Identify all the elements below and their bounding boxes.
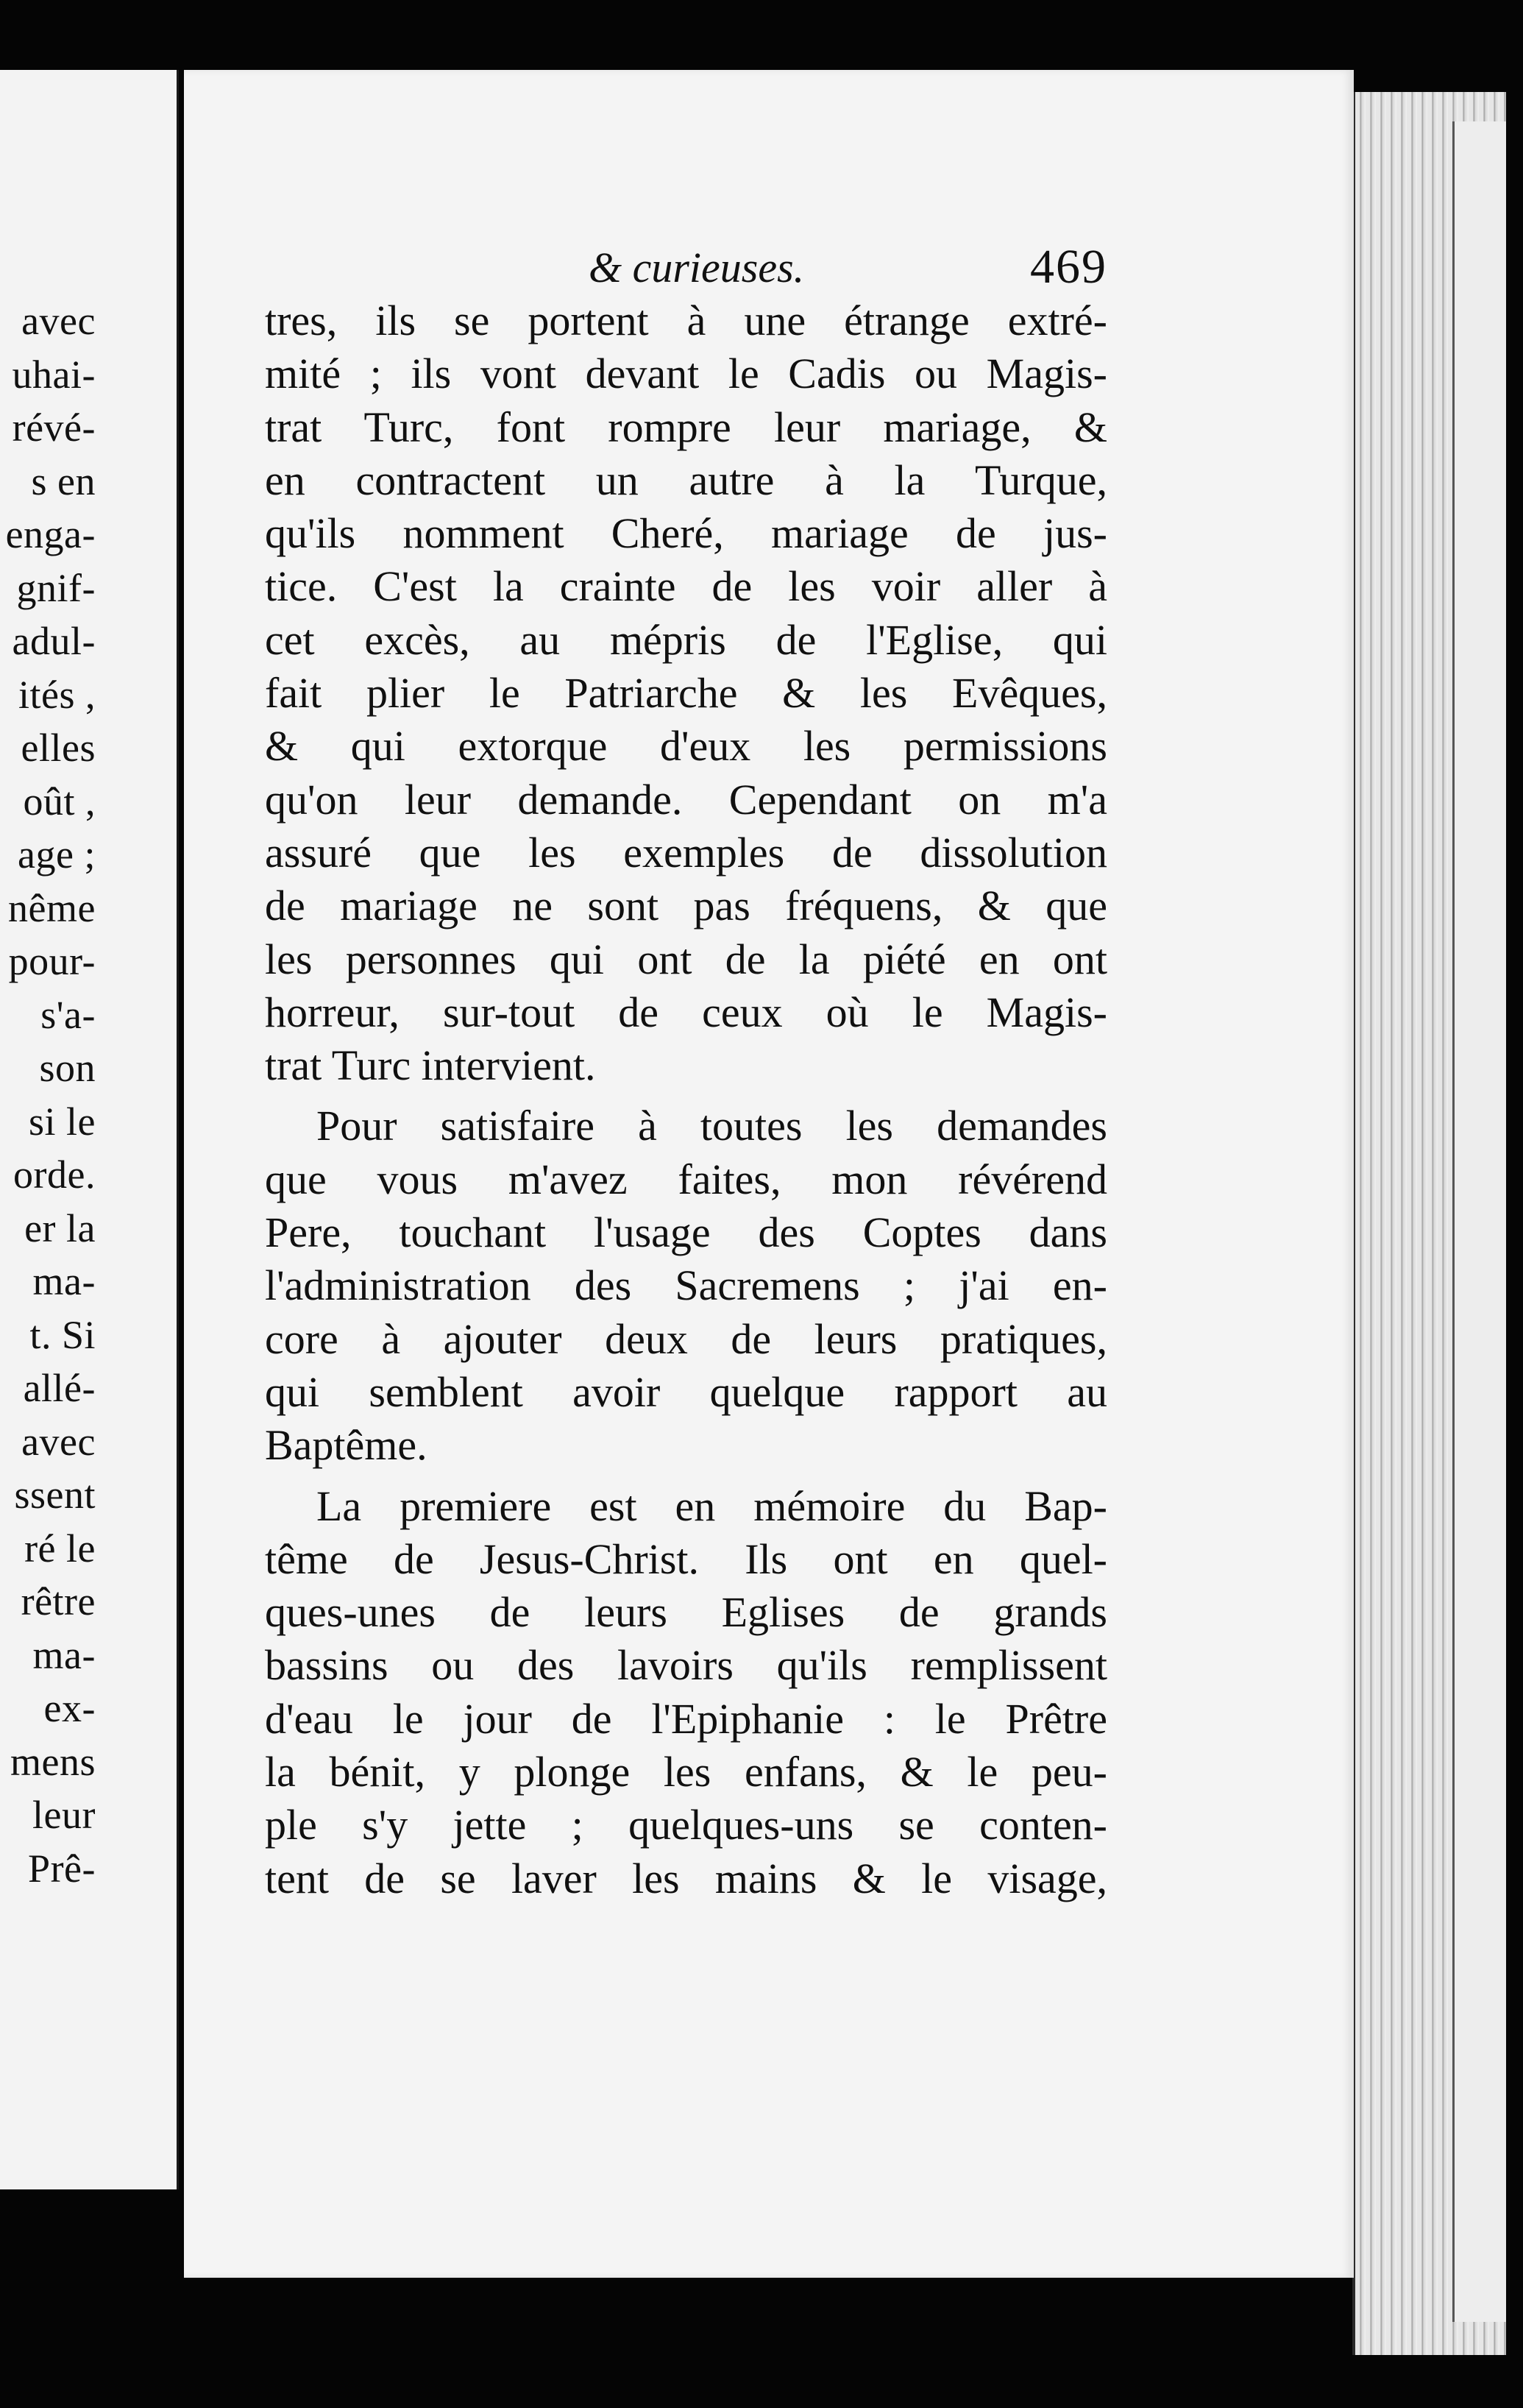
facing-line: elles <box>21 726 96 770</box>
text-line: Pere, touchant l'usage des Coptes dans <box>265 1208 1107 1257</box>
text-line: d'eau le jour de l'Epiphanie : le Prêtre <box>265 1694 1107 1743</box>
text-line: l'administration des Sacremens ; j'ai en- <box>265 1261 1107 1310</box>
page-number: 469 <box>1030 240 1107 294</box>
text-line: qu'on leur demande. Cependant on m'a <box>265 775 1107 824</box>
facing-page-fragment <box>0 70 179 2189</box>
facing-line: mens <box>10 1739 96 1784</box>
text-line: tent de se laver les mains & le visage, <box>265 1854 1107 1902</box>
facing-line: révé- <box>12 406 96 450</box>
facing-line: avec <box>21 299 96 343</box>
text-line: La premiere est en mémoire du Bap- <box>316 1481 1107 1530</box>
facing-line: son <box>39 1046 96 1090</box>
text-line: & qui extorque d'eux les permissions <box>265 722 1107 771</box>
facing-line: ssent <box>14 1473 96 1517</box>
facing-line: ités , <box>18 672 96 717</box>
text-line: ple s'y jette ; quelques-uns se conten- <box>265 1801 1107 1849</box>
text-line: les personnes qui ont de la piété en ont <box>265 935 1107 983</box>
facing-line: ma- <box>32 1259 96 1303</box>
facing-line: pour- <box>8 939 96 983</box>
text-line: tême de Jesus-Christ. Ils ont en quel- <box>265 1534 1107 1583</box>
page-edge-stack <box>1352 92 1506 2355</box>
facing-line: ma- <box>32 1632 96 1677</box>
text-line: trat Turc intervient. <box>265 1041 596 1090</box>
text-line: qui semblent avoir quelque rapport au <box>265 1367 1107 1416</box>
text-line: cet excès, au mépris de l'Eglise, qui <box>265 615 1107 664</box>
facing-line: allé- <box>23 1366 96 1410</box>
body-text <box>265 294 1107 1905</box>
text-line: Pour satisfaire à toutes les demandes <box>316 1102 1107 1150</box>
facing-line: leur <box>32 1793 96 1837</box>
text-line: ques-unes de leurs Eglises de grands <box>265 1588 1107 1637</box>
text-line: que vous m'avez faites, mon révérend <box>265 1155 1107 1203</box>
text-line: tres, ils se portent à une étrange extré- <box>265 297 1107 344</box>
text-line: de mariage ne sont pas fréquens, & que <box>265 882 1107 930</box>
text-line: la bénit, y plonge les enfans, & le peu- <box>265 1748 1107 1796</box>
facing-line: Prê- <box>28 1846 96 1891</box>
running-head: & curieuses. <box>589 244 805 291</box>
text-line: tice. C'est la crainte de les voir aller à <box>265 562 1107 611</box>
text-line: bassins ou des lavoirs qu'ils remplissent <box>265 1641 1107 1690</box>
text-line: assuré que les exemples de dissolution <box>265 828 1107 877</box>
facing-page-line-ends <box>6 294 96 1895</box>
facing-line: oût , <box>23 779 96 824</box>
facing-line: ex- <box>43 1686 96 1730</box>
facing-line: si le <box>29 1099 96 1144</box>
facing-line: orde. <box>13 1152 96 1197</box>
facing-line: ré le <box>24 1526 96 1570</box>
facing-line: rêtre <box>21 1579 96 1623</box>
text-line: Baptême. <box>265 1421 427 1470</box>
facing-line: nême <box>8 885 96 930</box>
facing-line: age ; <box>18 832 96 877</box>
text-line: fait plier le Patriarche & les Evêques, <box>265 669 1107 718</box>
text-line: horreur, sur-tout de ceux où le Magis- <box>265 988 1107 1036</box>
facing-line: s en <box>31 458 96 503</box>
text-line: mité ; ils vont devant le Cadis ou Magis- <box>265 350 1107 398</box>
facing-line: er la <box>24 1205 96 1250</box>
text-line: trat Turc, font rompre leur mariage, & <box>265 403 1107 451</box>
facing-line: s'a- <box>40 992 96 1037</box>
text-line: qu'ils nomment Cheré, mariage de jus- <box>265 509 1107 558</box>
text-line: en contractent un autre à la Turque, <box>265 456 1107 504</box>
facing-line: enga- <box>5 512 96 556</box>
facing-line: avec <box>21 1419 96 1464</box>
text-line: core à ajouter deux de leurs pratiques, <box>265 1314 1107 1363</box>
facing-line: t. Si <box>29 1312 96 1357</box>
facing-line: adul- <box>12 619 96 663</box>
facing-line: uhai- <box>12 352 96 397</box>
facing-line: gnif- <box>16 565 96 610</box>
